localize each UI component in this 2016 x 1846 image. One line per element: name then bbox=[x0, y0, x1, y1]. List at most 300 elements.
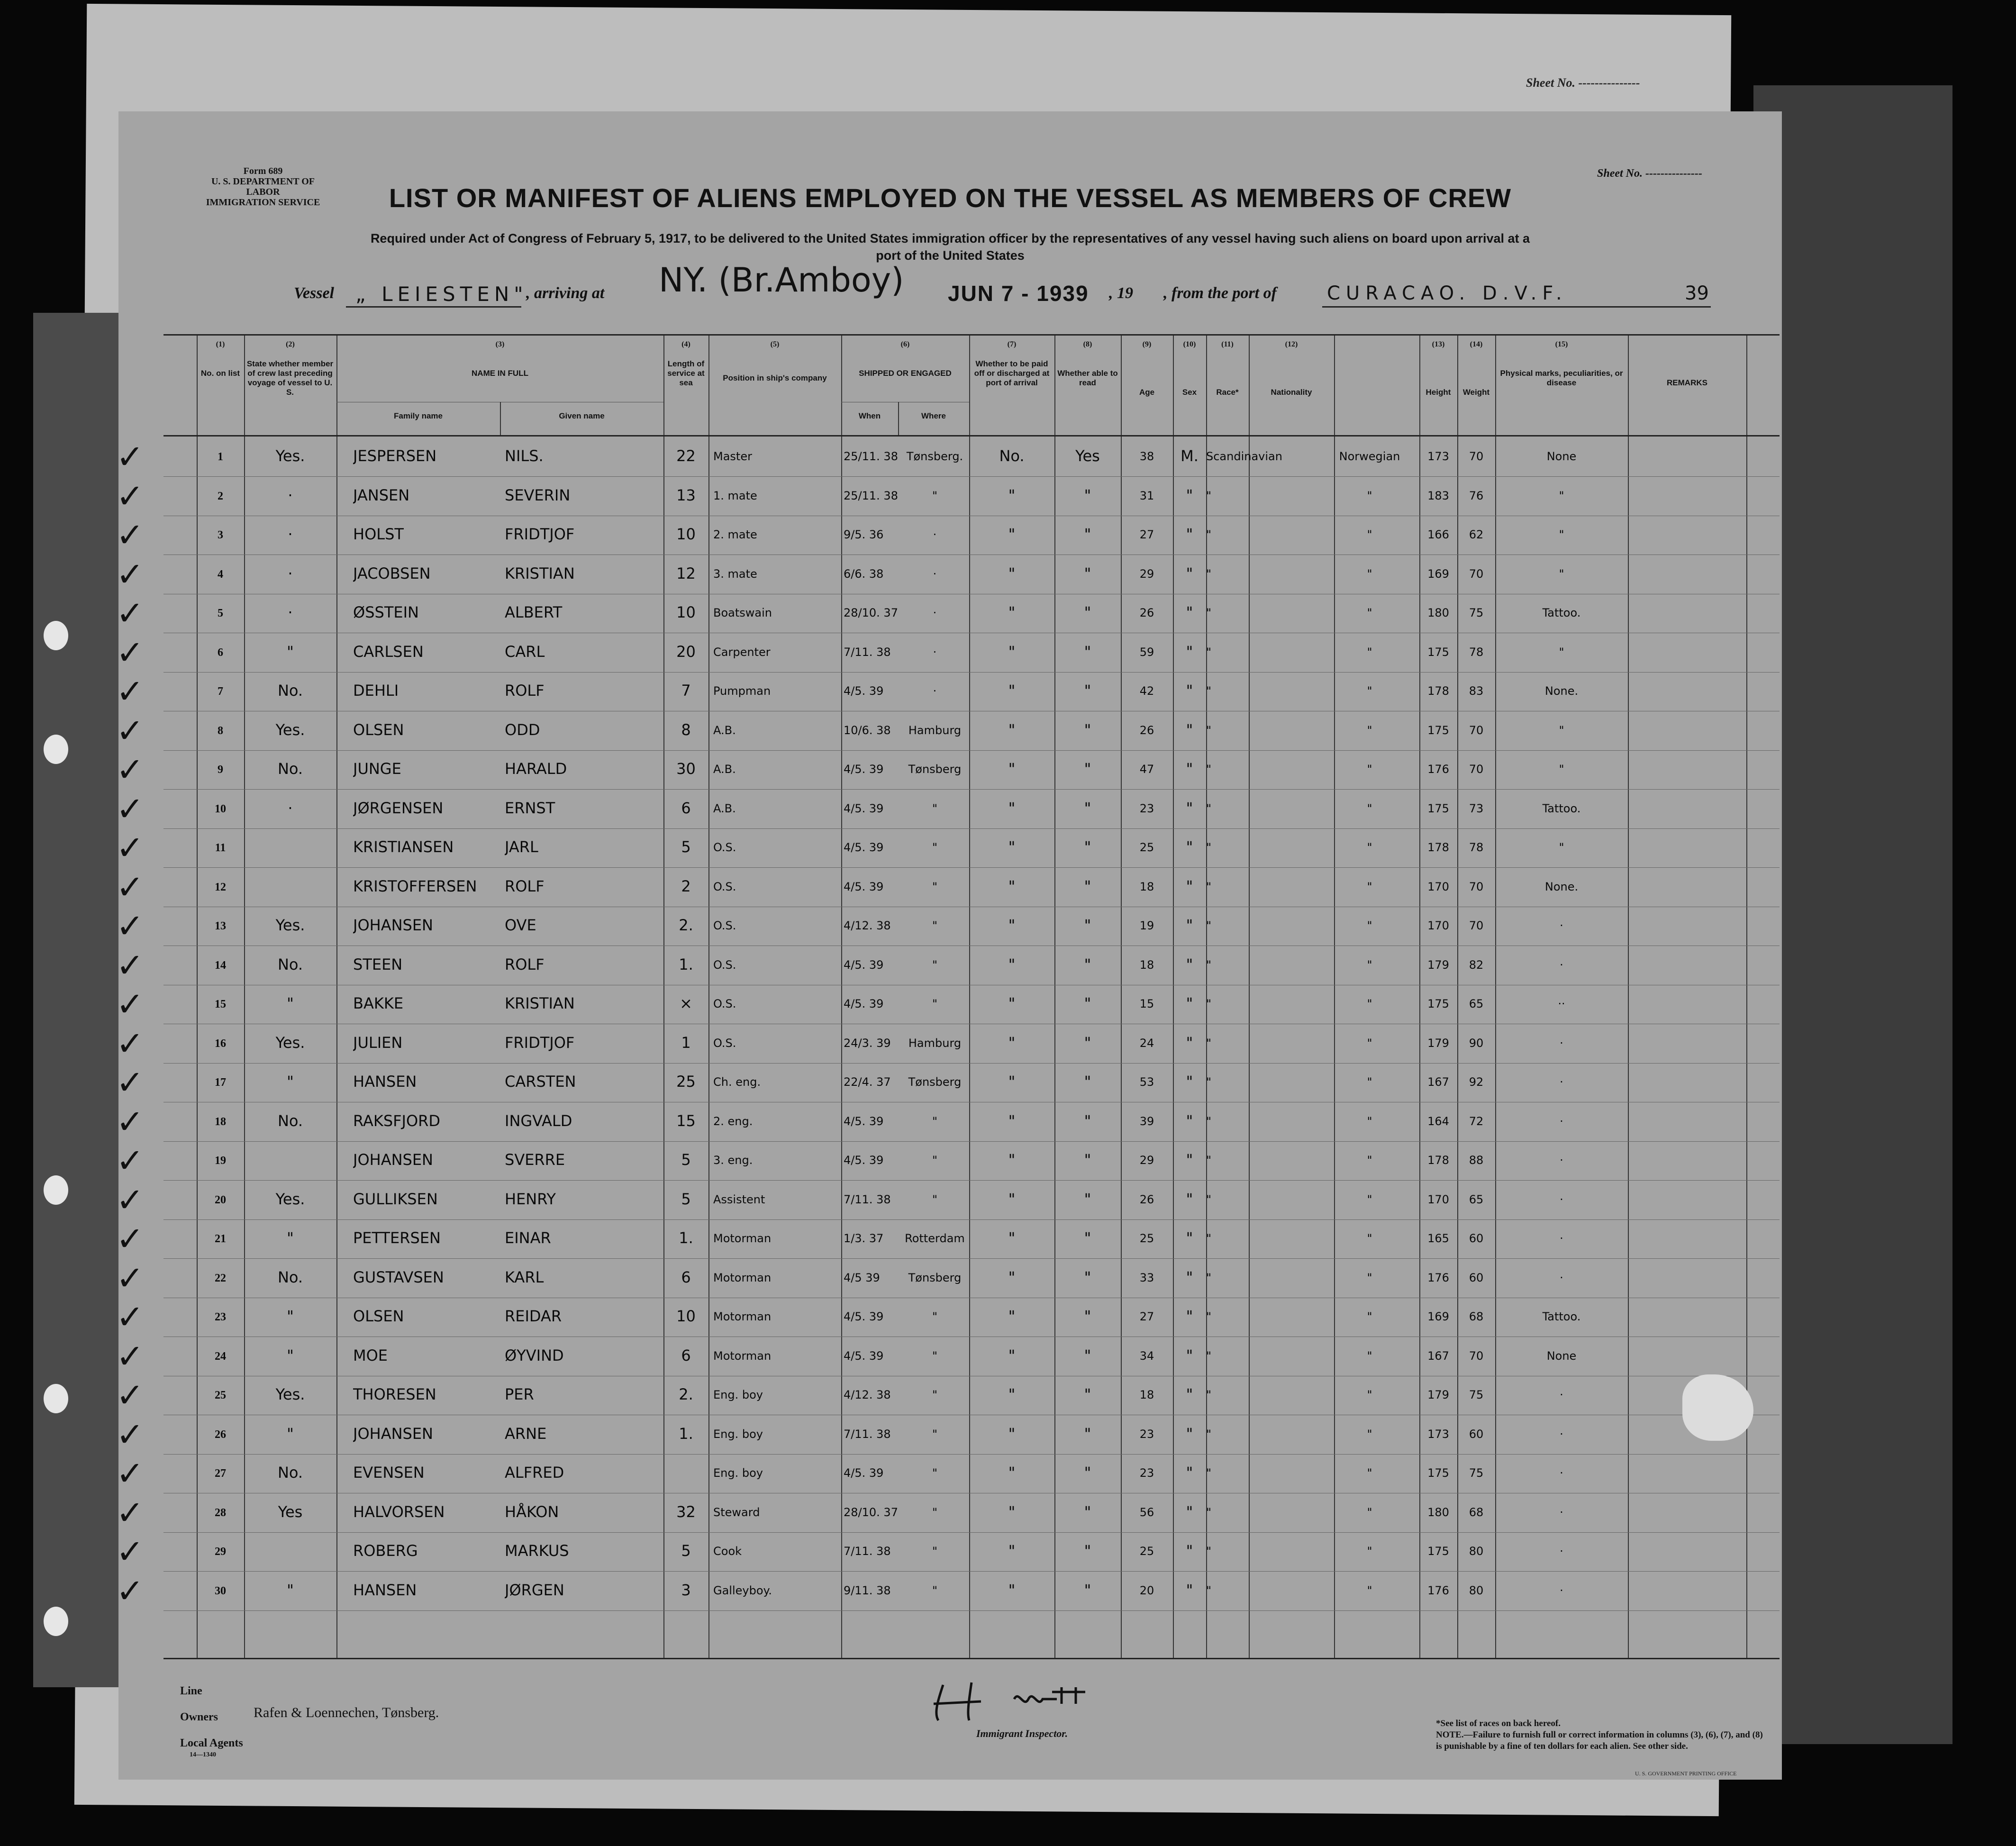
cell-service: 22 bbox=[676, 447, 696, 465]
cell-nationality: " bbox=[1367, 1154, 1372, 1167]
col-header-name: NAME IN FULL bbox=[472, 369, 528, 378]
cell-read: " bbox=[1084, 1542, 1091, 1560]
cell-race: " bbox=[1206, 1192, 1212, 1206]
cell-given: HARALD bbox=[505, 760, 567, 778]
cell-sex: " bbox=[1186, 1424, 1193, 1443]
col-header-no: No. on list bbox=[200, 369, 240, 378]
cell-height: 176 bbox=[1427, 1583, 1449, 1597]
cell-given: ROLF bbox=[505, 682, 545, 700]
cell-prev: " bbox=[287, 1073, 294, 1091]
cell-when: 28/10. 37 bbox=[844, 1505, 898, 1519]
cell-service: 25 bbox=[676, 1073, 696, 1091]
cell-position: O.S. bbox=[713, 997, 736, 1010]
cell-nationality: " bbox=[1367, 1192, 1372, 1206]
cell-paid: " bbox=[1008, 1464, 1016, 1482]
cell-family: JULIEN bbox=[353, 1033, 403, 1052]
cell-family: HOLST bbox=[353, 525, 404, 543]
cell-given: OVE bbox=[505, 916, 536, 934]
cell-given: KRISTIAN bbox=[505, 994, 575, 1012]
cell-sex: " bbox=[1186, 1229, 1193, 1247]
cell-where: " bbox=[932, 1310, 938, 1323]
cell-prev: Yes. bbox=[275, 1385, 305, 1403]
cell-no: 13 bbox=[215, 920, 226, 932]
cell-race: " bbox=[1206, 567, 1212, 581]
cell-family: HANSEN bbox=[353, 1581, 417, 1599]
manifest-page bbox=[118, 111, 1782, 1780]
table-row bbox=[116, 1180, 1780, 1220]
cell-service: 2 bbox=[681, 877, 691, 895]
cell-sex: " bbox=[1186, 1190, 1193, 1208]
cell-paid: " bbox=[1008, 1346, 1016, 1364]
cell-position: 3. eng. bbox=[713, 1154, 753, 1167]
cell-weight: 72 bbox=[1469, 1114, 1484, 1128]
cell-given: ØYVIND bbox=[505, 1346, 564, 1364]
col-number: (4) bbox=[681, 340, 690, 348]
cell-height: 176 bbox=[1427, 763, 1449, 776]
cell-service: 2. bbox=[679, 1385, 693, 1403]
cell-nationality: " bbox=[1367, 1388, 1372, 1401]
cell-weight: 70 bbox=[1469, 919, 1484, 932]
cell-age: 24 bbox=[1139, 1036, 1154, 1050]
col-number: (3) bbox=[495, 340, 505, 348]
cell-read: " bbox=[1084, 1464, 1091, 1482]
from-port-label: , from the port of bbox=[1163, 284, 1277, 302]
vessel-name: „ LEIESTEN" bbox=[355, 282, 528, 306]
cell-marks: " bbox=[1559, 489, 1564, 502]
cell-weight: 65 bbox=[1469, 997, 1484, 1010]
cell-weight: 60 bbox=[1469, 1232, 1484, 1245]
cell-height: 178 bbox=[1427, 841, 1449, 854]
cell-nationality: " bbox=[1367, 645, 1372, 659]
cell-age: 59 bbox=[1139, 645, 1154, 659]
cell-nationality: " bbox=[1367, 1232, 1372, 1245]
cell-read: " bbox=[1084, 525, 1091, 543]
cell-position: Motorman bbox=[713, 1349, 772, 1363]
cell-sex: " bbox=[1186, 1111, 1193, 1130]
cell-height: 175 bbox=[1427, 997, 1449, 1010]
col-number: (9) bbox=[1142, 340, 1152, 348]
cell-sex: " bbox=[1186, 682, 1193, 700]
cell-height: 178 bbox=[1427, 684, 1449, 698]
table-row bbox=[116, 633, 1780, 673]
checkmark-icon: ✓ bbox=[116, 1454, 144, 1493]
cell-position: Eng. boy bbox=[713, 1427, 763, 1441]
cell-given: SEVERIN bbox=[505, 486, 571, 504]
cell-family: RAKSFJORD bbox=[353, 1111, 441, 1130]
checkmark-icon: ✓ bbox=[116, 1571, 144, 1610]
background-shadow bbox=[1753, 85, 1952, 1744]
cell-race: " bbox=[1206, 1583, 1212, 1597]
printing-imprint: U. S. GOVERNMENT PRINTING OFFICE bbox=[1635, 1770, 1737, 1777]
cell-paid: " bbox=[1008, 1229, 1016, 1247]
cell-age: 23 bbox=[1139, 1427, 1154, 1441]
col-header-prev-voyage: State whether member of crew last preceding voyage of vessel to U. S. bbox=[246, 359, 334, 397]
cell-where: Tønsberg. bbox=[906, 450, 963, 463]
punch-hole bbox=[44, 621, 68, 650]
cell-when: 4/5. 39 bbox=[844, 958, 884, 972]
cell-service: 10 bbox=[676, 525, 696, 543]
cell-given: ALBERT bbox=[505, 603, 563, 621]
checkmark-icon: ✓ bbox=[116, 1298, 144, 1337]
cell-race: " bbox=[1206, 997, 1212, 1010]
cell-given: ALFRED bbox=[505, 1464, 564, 1482]
cell-race: " bbox=[1206, 1388, 1212, 1401]
cell-position: 2. eng. bbox=[713, 1114, 753, 1128]
cell-marks: " bbox=[1559, 763, 1564, 776]
cell-age: 26 bbox=[1139, 723, 1154, 737]
cell-where: Rotterdam bbox=[905, 1232, 965, 1245]
cell-where: " bbox=[932, 1583, 938, 1597]
cell-marks: None bbox=[1546, 450, 1577, 463]
cell-read: " bbox=[1084, 1073, 1091, 1091]
cell-sex: " bbox=[1186, 994, 1193, 1012]
cell-age: 20 bbox=[1139, 1583, 1154, 1597]
cell-no: 18 bbox=[215, 1115, 226, 1128]
table-row bbox=[116, 672, 1780, 711]
cell-position: 3. mate bbox=[713, 567, 757, 581]
table-row bbox=[116, 907, 1780, 946]
cell-where: · bbox=[933, 528, 937, 541]
cell-race: " bbox=[1206, 841, 1212, 854]
cell-weight: 70 bbox=[1469, 450, 1484, 463]
cell-when: 4/5. 39 bbox=[844, 1349, 884, 1363]
cell-nationality: " bbox=[1367, 919, 1372, 932]
cell-service: 15 bbox=[676, 1111, 696, 1130]
cell-weight: 60 bbox=[1469, 1271, 1484, 1284]
cell-race: " bbox=[1206, 723, 1212, 737]
cell-when: 4/5. 39 bbox=[844, 684, 884, 698]
col-number: (2) bbox=[286, 340, 295, 348]
cell-family: ØSSTEIN bbox=[353, 603, 419, 621]
cell-prev: No. bbox=[277, 955, 303, 973]
cell-when: 4/5. 39 bbox=[844, 1466, 884, 1480]
cell-when: 9/11. 38 bbox=[844, 1583, 891, 1597]
cell-height: 175 bbox=[1427, 801, 1449, 815]
cell-race: " bbox=[1206, 1114, 1212, 1128]
checkmark-icon: ✓ bbox=[116, 594, 144, 633]
cell-marks: · bbox=[1560, 1154, 1563, 1167]
col-header-where: Where bbox=[921, 411, 946, 420]
table-row bbox=[116, 1024, 1780, 1064]
table-row bbox=[116, 1493, 1780, 1533]
checkmark-icon: ✓ bbox=[116, 907, 144, 946]
vessel-label: Vessel bbox=[294, 284, 334, 302]
sheet-number: Sheet No. --------------- bbox=[1597, 167, 1702, 180]
table-row bbox=[116, 1376, 1780, 1415]
cell-prev: Yes bbox=[278, 1502, 303, 1521]
cell-marks: · bbox=[1560, 1271, 1563, 1284]
cell-height: 167 bbox=[1427, 1075, 1449, 1089]
checkmark-icon: ✓ bbox=[116, 1415, 144, 1454]
cell-position: O.S. bbox=[713, 1036, 736, 1050]
cell-marks: " bbox=[1559, 645, 1564, 659]
cell-position: A.B. bbox=[713, 763, 736, 776]
table-row bbox=[116, 1337, 1780, 1376]
cell-position: Steward bbox=[713, 1505, 760, 1519]
cell-nationality: " bbox=[1367, 684, 1372, 698]
checkmark-icon: ✓ bbox=[116, 1376, 144, 1415]
cell-no: 5 bbox=[218, 607, 223, 619]
col-header-given: Given name bbox=[559, 411, 605, 420]
cell-given: JØRGEN bbox=[505, 1581, 564, 1599]
cell-when: 4/5. 39 bbox=[844, 880, 884, 893]
cell-sex: " bbox=[1186, 1464, 1193, 1482]
cell-nationality: " bbox=[1367, 880, 1372, 893]
cell-service: 5 bbox=[681, 838, 691, 856]
cell-paid: " bbox=[1008, 642, 1016, 661]
cell-when: 1/3. 37 bbox=[844, 1232, 884, 1245]
table-row bbox=[116, 555, 1780, 594]
cell-no: 21 bbox=[215, 1233, 226, 1245]
col-header-shipped: SHIPPED OR ENGAGED bbox=[859, 369, 952, 378]
cell-nationality: " bbox=[1367, 1075, 1372, 1089]
cell-position: Assistent bbox=[713, 1192, 765, 1206]
cell-given: HENRY bbox=[505, 1190, 556, 1208]
cell-read: " bbox=[1084, 1229, 1091, 1247]
cell-height: 169 bbox=[1427, 567, 1449, 581]
col-header-remarks: REMARKS bbox=[1667, 378, 1707, 387]
cell-service: 6 bbox=[681, 799, 691, 817]
cell-prev: " bbox=[287, 1424, 294, 1443]
cell-race: " bbox=[1206, 919, 1212, 932]
punch-hole bbox=[44, 1175, 68, 1205]
cell-nationality: " bbox=[1367, 958, 1372, 972]
table-row bbox=[116, 476, 1780, 516]
cell-given: ERNST bbox=[505, 799, 555, 817]
cell-sex: " bbox=[1186, 877, 1193, 895]
cell-sex: " bbox=[1186, 603, 1193, 621]
cell-weight: 88 bbox=[1469, 1154, 1484, 1167]
cell-age: 25 bbox=[1139, 1545, 1154, 1558]
cell-height: 165 bbox=[1427, 1232, 1449, 1245]
cell-when: 4/5. 39 bbox=[844, 801, 884, 815]
cell-sex: " bbox=[1186, 720, 1193, 739]
col-header-age: Age bbox=[1139, 388, 1155, 397]
cell-height: 175 bbox=[1427, 645, 1449, 659]
cell-age: 53 bbox=[1139, 1075, 1154, 1089]
cell-age: 29 bbox=[1139, 567, 1154, 581]
cell-position: Boatswain bbox=[713, 606, 772, 619]
cell-prev: " bbox=[287, 1229, 294, 1247]
col-number: (11) bbox=[1221, 340, 1234, 348]
cell-no: 14 bbox=[215, 959, 226, 972]
checkmark-icon: ✓ bbox=[116, 476, 144, 516]
checkmark-icon: ✓ bbox=[116, 516, 144, 555]
col-number: (13) bbox=[1432, 340, 1445, 348]
cell-sex: " bbox=[1186, 486, 1193, 504]
cell-marks: · bbox=[1560, 1505, 1563, 1519]
cell-given: JARL bbox=[505, 838, 538, 856]
cell-service: 13 bbox=[676, 486, 696, 504]
cell-race: " bbox=[1206, 801, 1212, 815]
cell-nationality: " bbox=[1367, 763, 1372, 776]
cell-where: " bbox=[932, 489, 938, 502]
cell-read: " bbox=[1084, 1307, 1091, 1325]
cell-prev: " bbox=[287, 994, 294, 1012]
cell-prev: Yes. bbox=[275, 1190, 305, 1208]
cell-no: 20 bbox=[215, 1193, 226, 1206]
form-number: Form 689 bbox=[243, 166, 283, 176]
cell-position: Galleyboy. bbox=[713, 1583, 772, 1597]
cell-paid: " bbox=[1008, 1502, 1016, 1521]
cell-nationality: " bbox=[1367, 1583, 1372, 1597]
table-row bbox=[116, 711, 1780, 751]
checkmark-icon: ✓ bbox=[116, 828, 144, 867]
col-header-sex: Sex bbox=[1182, 388, 1197, 397]
col-header-family: Family name bbox=[394, 411, 443, 420]
col-header-read: Whether able to read bbox=[1057, 369, 1118, 387]
cell-read: " bbox=[1084, 1502, 1091, 1521]
cell-paid: " bbox=[1008, 838, 1016, 856]
checkmark-icon: ✓ bbox=[116, 1102, 144, 1141]
cell-prev: No. bbox=[277, 760, 303, 778]
cell-service: 6 bbox=[681, 1346, 691, 1364]
cell-where: " bbox=[932, 880, 938, 893]
cell-no: 3 bbox=[218, 529, 223, 541]
cell-marks: · bbox=[1560, 1075, 1563, 1089]
cell-where: · bbox=[933, 645, 937, 659]
cell-height: 173 bbox=[1427, 1427, 1449, 1441]
cell-nationality: " bbox=[1367, 606, 1372, 619]
cell-where: " bbox=[932, 958, 938, 972]
cell-marks: · bbox=[1560, 1388, 1563, 1401]
cell-family: JUNGE bbox=[353, 760, 401, 778]
table-row bbox=[116, 1532, 1780, 1572]
cell-race: " bbox=[1206, 1545, 1212, 1558]
cell-age: 19 bbox=[1139, 919, 1154, 932]
cell-weight: 68 bbox=[1469, 1505, 1484, 1519]
cell-paid: " bbox=[1008, 1542, 1016, 1560]
cell-weight: 65 bbox=[1469, 1192, 1484, 1206]
cell-where: " bbox=[932, 1388, 938, 1401]
cell-marks: None. bbox=[1544, 684, 1579, 698]
cell-marks: " bbox=[1559, 567, 1564, 581]
cell-paid: " bbox=[1008, 1385, 1016, 1403]
table-row bbox=[116, 1141, 1780, 1181]
cell-prev: " bbox=[287, 1346, 294, 1364]
cell-height: 170 bbox=[1427, 880, 1449, 893]
cell-age: 47 bbox=[1139, 763, 1154, 776]
cell-height: 173 bbox=[1427, 450, 1449, 463]
cell-service: 8 bbox=[681, 720, 691, 739]
cell-where: " bbox=[932, 1192, 938, 1206]
cell-family: KRISTIANSEN bbox=[353, 838, 454, 856]
cell-where: " bbox=[932, 1545, 938, 1558]
service-name: IMMIGRATION SERVICE bbox=[206, 197, 320, 208]
cell-race: " bbox=[1206, 528, 1212, 541]
cell-service: 30 bbox=[676, 760, 696, 778]
cell-where: Tønsberg bbox=[908, 1271, 962, 1284]
footnotes bbox=[1436, 1718, 1768, 1752]
cell-read: " bbox=[1084, 1385, 1091, 1403]
cell-given: HÅKON bbox=[505, 1502, 559, 1521]
cell-position: O.S. bbox=[713, 841, 736, 854]
cell-weight: 75 bbox=[1469, 1388, 1484, 1401]
cell-no: 30 bbox=[215, 1584, 226, 1597]
cell-height: 179 bbox=[1427, 958, 1449, 972]
cell-where: Hamburg bbox=[908, 723, 962, 737]
cell-nationality: " bbox=[1367, 567, 1372, 581]
col-number: (10) bbox=[1183, 340, 1196, 348]
col-header-weight: Weight bbox=[1462, 388, 1490, 397]
cell-race: " bbox=[1206, 684, 1212, 698]
cell-position: Master bbox=[713, 450, 752, 463]
cell-service: × bbox=[680, 994, 692, 1012]
cell-where: " bbox=[932, 1349, 938, 1363]
cell-read: " bbox=[1084, 994, 1091, 1012]
checkmark-icon: ✓ bbox=[116, 1219, 144, 1258]
document-title: LIST OR MANIFEST OF ALIENS EMPLOYED ON THE VESSEL AS MEMBERS OF CREW bbox=[389, 183, 1512, 213]
cell-when: 4/12. 38 bbox=[844, 919, 891, 932]
cell-paid: " bbox=[1008, 1268, 1016, 1286]
cell-marks: · bbox=[1560, 958, 1563, 972]
owners-label: Owners bbox=[180, 1711, 218, 1723]
cell-when: 4/5. 39 bbox=[844, 841, 884, 854]
cell-marks: · bbox=[1560, 1583, 1563, 1597]
cell-read: " bbox=[1084, 838, 1091, 856]
cell-age: 18 bbox=[1139, 958, 1154, 972]
cell-paid: " bbox=[1008, 525, 1016, 543]
cell-weight: 75 bbox=[1469, 606, 1484, 619]
cell-when: 6/6. 38 bbox=[844, 567, 884, 581]
cell-position: A.B. bbox=[713, 723, 736, 737]
cell-service: 1. bbox=[679, 955, 693, 973]
cell-nationality: " bbox=[1367, 1036, 1372, 1050]
cell-family: MOE bbox=[353, 1346, 388, 1364]
cell-family: JANSEN bbox=[353, 486, 410, 504]
from-port: CURACAO. D.V.F. bbox=[1327, 282, 1568, 304]
cell-family: GUSTAVSEN bbox=[353, 1268, 444, 1286]
cell-race: " bbox=[1206, 880, 1212, 893]
cell-no: 27 bbox=[215, 1467, 226, 1480]
cell-where: Tønsberg bbox=[908, 763, 962, 776]
cell-age: 34 bbox=[1139, 1349, 1154, 1363]
year-suffix: 39 bbox=[1685, 282, 1709, 304]
cell-prev: · bbox=[288, 603, 293, 621]
cell-paid: " bbox=[1008, 1190, 1016, 1208]
cell-position: O.S. bbox=[713, 880, 736, 893]
col-number: (8) bbox=[1083, 340, 1092, 348]
cell-sex: " bbox=[1186, 916, 1193, 934]
cell-prev: Yes. bbox=[275, 720, 305, 739]
cell-family: THORESEN bbox=[353, 1385, 436, 1403]
cell-family: CARLSEN bbox=[353, 642, 424, 661]
cell-height: 166 bbox=[1427, 528, 1449, 541]
header-bottom-line bbox=[163, 435, 1780, 436]
col-number: (6) bbox=[900, 340, 910, 348]
cell-prev: No. bbox=[277, 1111, 303, 1130]
col-number: (12) bbox=[1285, 340, 1298, 348]
cell-given: INGVALD bbox=[505, 1111, 572, 1130]
checkmark-icon: ✓ bbox=[116, 789, 144, 828]
cell-prev: Yes. bbox=[275, 447, 305, 465]
cell-weight: 90 bbox=[1469, 1036, 1484, 1050]
cell-nationality: " bbox=[1367, 1427, 1372, 1441]
table-row bbox=[116, 1258, 1780, 1298]
cell-nationality: " bbox=[1367, 723, 1372, 737]
cell-prev: Yes. bbox=[275, 916, 305, 934]
cell-no: 29 bbox=[215, 1546, 226, 1558]
cell-when: 10/6. 38 bbox=[844, 723, 891, 737]
cell-position: Eng. boy bbox=[713, 1466, 763, 1480]
cell-when: 7/11. 38 bbox=[844, 1427, 891, 1441]
binding-strip bbox=[33, 313, 128, 1687]
cell-service: 1 bbox=[681, 1033, 691, 1052]
checkmark-icon: ✓ bbox=[116, 555, 144, 594]
cell-age: 18 bbox=[1139, 880, 1154, 893]
cell-age: 33 bbox=[1139, 1271, 1154, 1284]
cell-service: 10 bbox=[676, 603, 696, 621]
